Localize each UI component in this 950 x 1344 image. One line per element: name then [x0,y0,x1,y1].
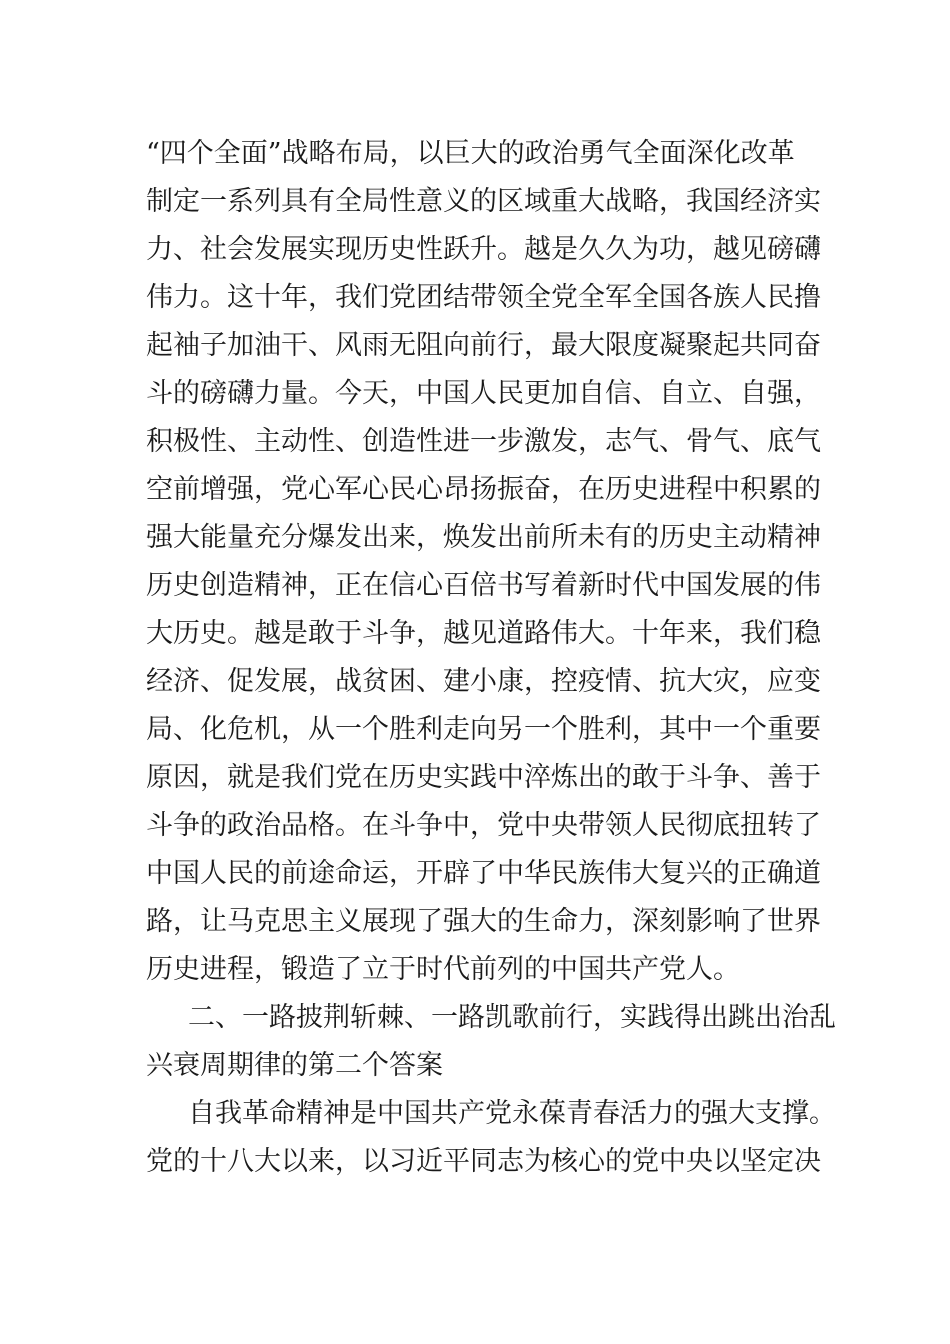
text-line: 斗争的政治品格。在斗争中，党中央带领人民彻底扭转了 [146,810,821,841]
text-line: “四个全面”战略布局，以巨大的政治勇气全面深化改革 [146,138,795,169]
text-line: 历史创造精神，正在信心百倍书写着新时代中国发展的伟 [146,570,821,601]
text-line: 经济、促发展，战贫困、建小康，控疫情、抗大灾，应变 [146,666,821,697]
text-line: 历史进程，锻造了立于时代前列的中国共产党人。 [146,954,740,985]
text-line: 起袖子加油干、风雨无阻向前行，最大限度凝聚起共同奋 [146,330,821,361]
text-line: 中国人民的前途命运，开辟了中华民族伟大复兴的正确道 [146,858,821,889]
text-line: 原因，就是我们党在历史实践中淬炼出的敢于斗争、善于 [146,762,821,793]
text-line: 党的十八大以来，以习近平同志为核心的党中央以坚定决 [146,1146,821,1177]
text-line: 局、化危机，从一个胜利走向另一个胜利，其中一个重要 [146,714,821,745]
text-line: 制定一系列具有全局性意义的区域重大战略，我国经济实 [146,186,821,217]
text-line: 积极性、主动性、创造性进一步激发，志气、骨气、底气 [146,426,821,457]
text-line: 斗的磅礴力量。今天，中国人民更加自信、自立、自强， [146,378,821,409]
body-text [146,130,836,1186]
section-heading-line: 兴衰周期律的第二个答案 [146,1050,443,1081]
text-line: 大历史。越是敢于斗争，越见道路伟大。十年来，我们稳 [146,618,821,649]
text-line: 强大能量充分爆发出来，焕发出前所未有的历史主动精神 [146,522,821,553]
text-line: 自我革命精神是中国共产党永葆青春活力的强大支撑。 [188,1098,836,1129]
text-line: 力、社会发展实现历史性跃升。越是久久为功，越见磅礴 [146,234,821,265]
text-line: 伟力。这十年，我们党团结带领全党全军全国各族人民撸 [146,282,821,313]
section-heading-line: 二、一路披荆斩棘、一路凯歌前行，实践得出跳出治乱 [188,1002,836,1033]
text-line: 空前增强，党心军心民心昂扬振奋，在历史进程中积累的 [146,474,821,505]
text-line: 路，让马克思主义展现了强大的生命力，深刻影响了世界 [146,906,821,937]
